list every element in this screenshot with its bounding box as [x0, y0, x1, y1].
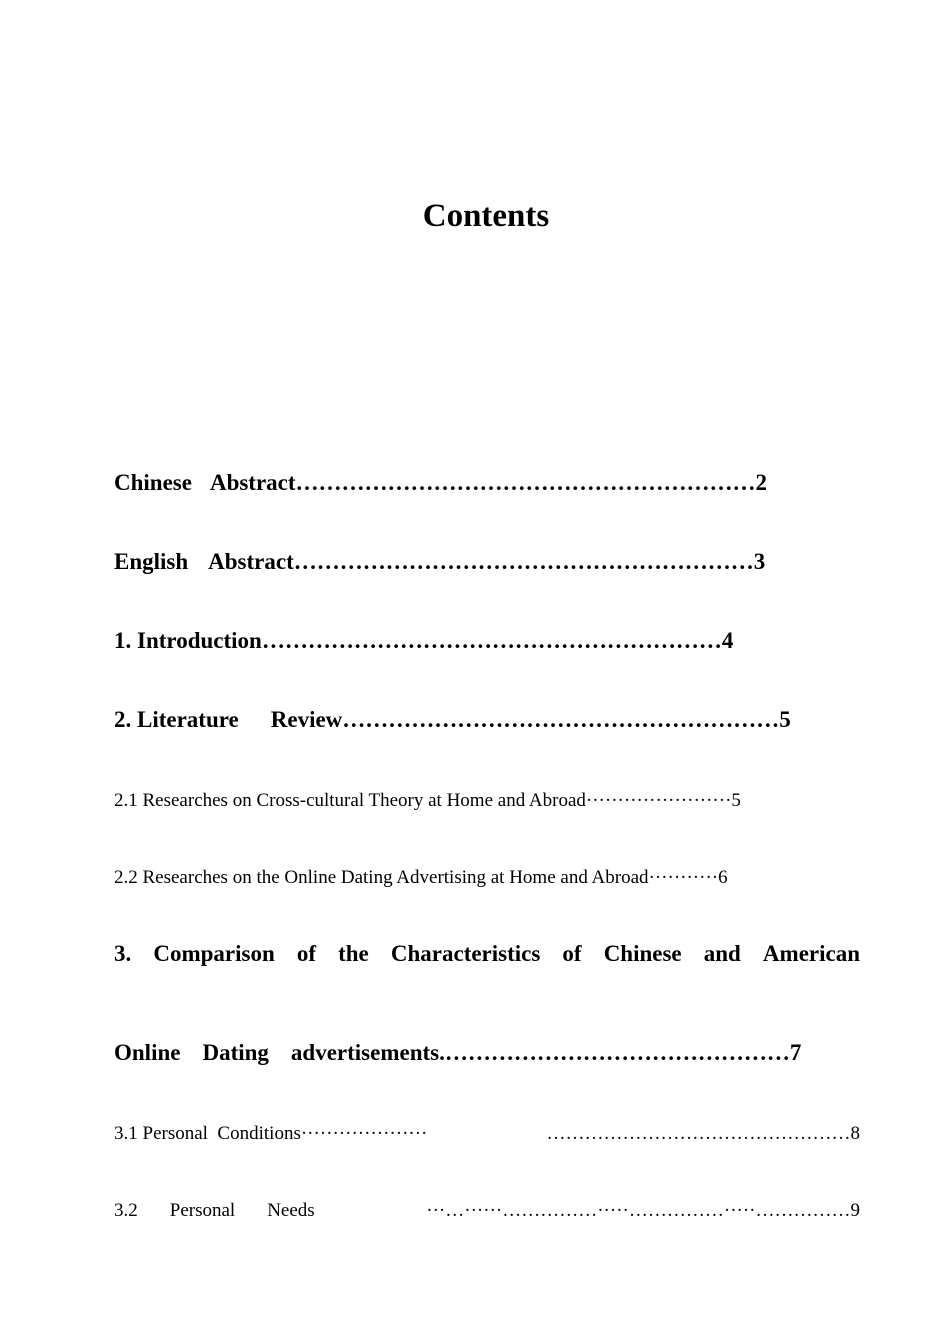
entry-word: Chinese	[114, 470, 192, 495]
toc-entry-introduction[interactable]	[114, 628, 860, 654]
dot-leader: ···········	[648, 867, 719, 888]
entry-title: 1. Introduction	[114, 628, 262, 653]
page-number: 6	[718, 867, 728, 888]
entry-title: 2.2 Researches on the Online Dating Advertising at Home and Abroad	[114, 867, 649, 888]
dot-leader: ……………………………………………………	[295, 470, 756, 495]
entry-word: English	[114, 549, 189, 574]
dot-leader: ……………………………………………………	[293, 549, 754, 574]
entry-word: Online	[114, 1040, 181, 1065]
dot-leader: ····················	[300, 1123, 428, 1144]
entry-title: 2.1 Researches on Cross-cultural Theory at Home and Abroad	[114, 790, 586, 811]
entry-word: advertisements.	[290, 1040, 445, 1065]
toc-entry-english-abstract[interactable]	[114, 549, 860, 575]
entry-word: American	[762, 941, 860, 966]
entry-word: Needs	[267, 1200, 315, 1221]
entry-word: Personal	[169, 1200, 236, 1221]
entry-word: of	[296, 941, 317, 966]
entry-word: 2. Literature	[114, 707, 239, 732]
entry-word: 3.	[114, 941, 132, 966]
entry-word: Dating	[202, 1040, 269, 1065]
dot-leader: …………………………………………	[546, 1123, 851, 1144]
dot-leader: …………………………………………………	[342, 707, 780, 732]
toc-entry-2-2[interactable]	[114, 867, 860, 889]
entry-title: 3.1 Personal Conditions	[114, 1123, 301, 1144]
dot-leader: ……………………………………………………	[261, 628, 722, 653]
entry-word: Chinese	[603, 941, 682, 966]
page-number: 7	[789, 1040, 802, 1065]
entry-word: of	[562, 941, 582, 966]
toc-entry-literature-review[interactable]	[114, 707, 860, 733]
entry-word: Abstract	[208, 549, 294, 574]
entry-word: 3.2	[114, 1200, 138, 1221]
page-number: 3	[753, 549, 766, 574]
page-title: Contents	[422, 198, 550, 234]
page-number: 8	[850, 1123, 860, 1144]
entry-word: Abstract	[209, 470, 296, 495]
entry-word: Review	[270, 707, 343, 732]
toc-entry-chinese-abstract[interactable]	[114, 470, 860, 496]
toc-entry-comparison-line1[interactable]	[114, 941, 860, 967]
dot-leader: ………………………………………	[444, 1040, 790, 1065]
toc-entry-2-1[interactable]	[114, 790, 860, 812]
page-number: 4	[721, 628, 734, 653]
toc-entry-3-1[interactable]	[114, 1123, 860, 1145]
page-number: 9	[850, 1200, 860, 1221]
page-number: 5	[731, 790, 741, 811]
entry-word: Characteristics	[390, 941, 541, 966]
dot-leader: ···…······……………·····……………·····……………	[426, 1200, 851, 1221]
toc-entry-comparison-line2[interactable]	[114, 1040, 860, 1066]
entry-word: the	[338, 941, 369, 966]
page-number: 2	[755, 470, 768, 495]
page-number: 5	[779, 707, 791, 732]
entry-word: and	[703, 941, 741, 966]
dot-leader: ·······················	[585, 790, 732, 811]
entry-word: Comparison	[153, 941, 275, 966]
toc-entry-3-2[interactable]	[114, 1200, 860, 1222]
